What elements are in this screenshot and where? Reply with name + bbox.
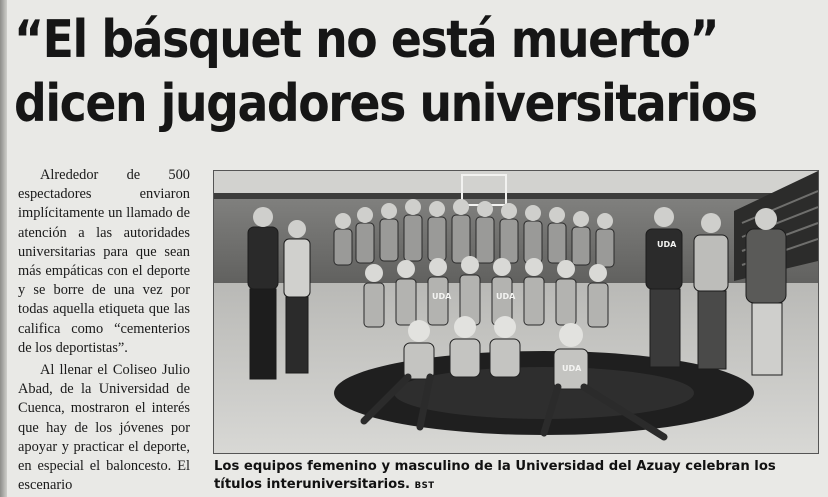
page-gutter	[0, 0, 7, 497]
article-body	[18, 166, 190, 495]
team-photo	[213, 170, 819, 454]
headline-line-1: “El básquet no está muerto”	[14, 10, 719, 70]
article-paragraph-2: Al llenar el Coliseo Julio Abad, de la Universidad de Cuenca, mostraron el interés que hay de los jóvenes por apoyar y practicar el deporte, en especial el baloncesto. El escenario	[18, 362, 190, 494]
caption-text: Los equipos femenino y masculino de la Universidad del Azuay celebran los títulos interuniversitarios.	[214, 459, 776, 492]
jersey-label: UDA	[657, 240, 677, 249]
team-photo-illustration	[214, 171, 818, 453]
article-paragraph-1: Alrededor de 500 espectadores enviaron implícitamente un llamado de atención a las autoridades universitarias para que sean más empáticas con el deporte y se borre de una vez por todas aquella etiqueta que las califica como “cementerios de los deportistas”.	[18, 167, 190, 356]
headline	[14, 8, 757, 136]
headline-line-2: dicen jugadores universitarios	[14, 74, 757, 134]
photo-caption	[214, 458, 818, 495]
photo-credit: BST	[414, 481, 435, 491]
jersey-label: UDA	[562, 364, 582, 373]
jersey-label: UDA	[496, 292, 516, 301]
jersey-label: UDA	[432, 292, 452, 301]
